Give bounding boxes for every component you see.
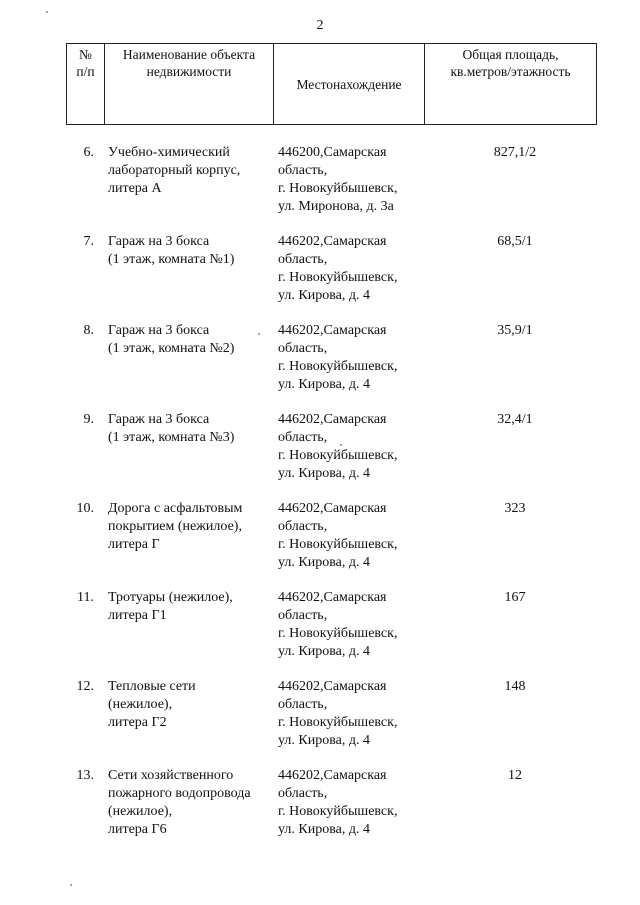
row-name: Тепловые сети (нежилое), литера Г2: [108, 679, 196, 730]
page-number: 2: [316, 18, 324, 33]
row-location: 446202,Самарская область, г. Новокуйбышевск, ул. Кирова, д. 4: [278, 590, 398, 659]
row-number: 12.: [76, 679, 94, 694]
row-location: 446202,Самарская область, г. Новокуйбышевск, ул. Кирова, д. 4: [278, 768, 398, 837]
row-name: Сети хозяйственного пожарного водопровода (нежилое), литера Г6: [108, 768, 251, 837]
row-number: 9.: [83, 412, 94, 427]
row-name: Учебно-химический лабораторный корпус, литера А: [108, 145, 241, 196]
row-area: 827,1/2: [493, 145, 537, 160]
row-number: 8.: [83, 323, 94, 338]
header-name: Наименование объекта недвижимости: [105, 44, 274, 125]
header-area: Общая площадь, кв.метров/этажность: [425, 44, 597, 125]
row-name: Тротуары (нежилое), литера Г1: [108, 590, 233, 623]
row-name: Дорога с асфальтовым покрытием (нежилое), литера Г: [108, 501, 243, 552]
row-location: 446202,Самарская область, г. Новокуйбышевск, ул. Кирова, д. 4: [278, 501, 398, 570]
row-name: Гараж на 3 бокса (1 этаж, комната №2): [108, 323, 235, 356]
row-number: 11.: [77, 590, 94, 605]
row-area: 32,4/1: [497, 412, 533, 427]
row-number: 7.: [83, 234, 94, 249]
row-location: 446202,Самарская область, г. Новокуйбышевск, ул. Кирова, д. 4: [278, 412, 398, 481]
row-name: Гараж на 3 бокса (1 этаж, комната №3): [108, 412, 235, 445]
header-number: № п/п: [67, 44, 105, 125]
scan-artifact: [258, 333, 260, 335]
row-number: 10.: [76, 501, 94, 516]
row-area: 68,5/1: [497, 234, 533, 249]
row-number: 13.: [76, 768, 94, 783]
row-location: 446200,Самарская область, г. Новокуйбышевск, ул. Миронова, д. 3а: [278, 145, 398, 214]
row-location: 446202,Самарская область, г. Новокуйбышевск, ул. Кирова, д. 4: [278, 234, 398, 303]
row-number: 6.: [83, 145, 94, 160]
row-area: 323: [504, 501, 526, 516]
row-area: 167: [504, 590, 526, 605]
scan-artifact: [340, 444, 342, 446]
row-area: 148: [504, 679, 526, 694]
row-name: Гараж на 3 бокса (1 этаж, комната №1): [108, 234, 235, 267]
row-area: 35,9/1: [497, 323, 533, 338]
row-area: 12: [508, 768, 522, 783]
row-location: 446202,Самарская область, г. Новокуйбышевск, ул. Кирова, д. 4: [278, 679, 398, 748]
scan-artifact: [70, 884, 72, 886]
scan-artifact: [46, 11, 48, 13]
row-location: 446202,Самарская область, г. Новокуйбышевск, ул. Кирова, д. 4: [278, 323, 398, 392]
header-location: Местонахождение: [274, 44, 425, 125]
